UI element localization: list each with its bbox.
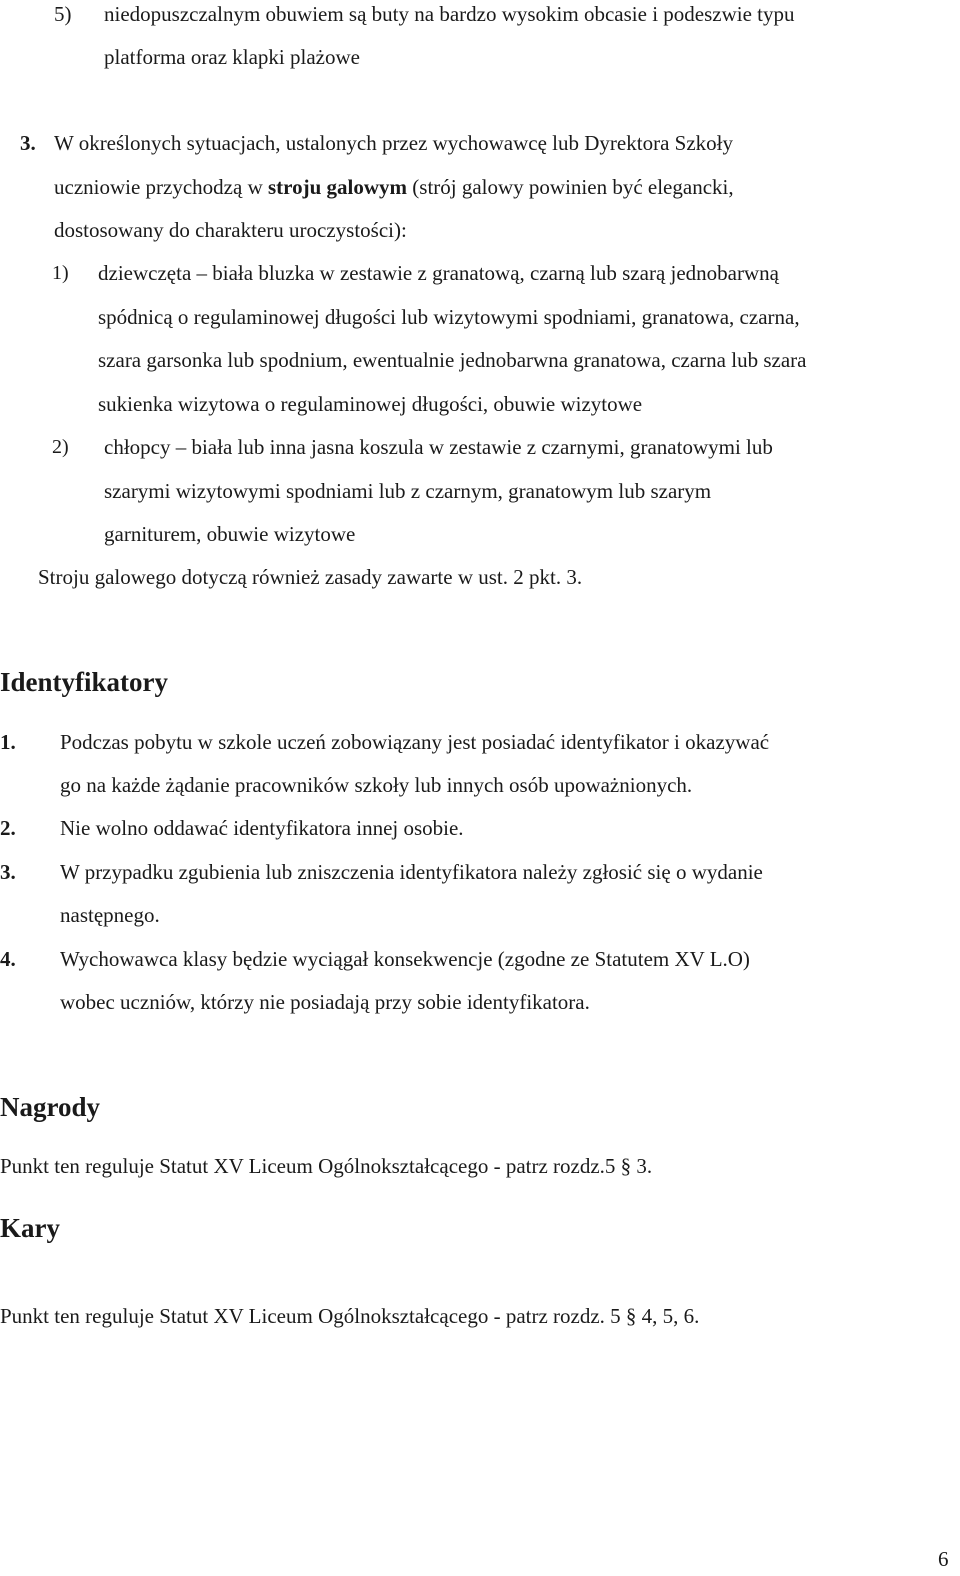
text-segment: (strój galowy powinien być elegancki, [407,175,734,199]
list-number: 1) [52,262,69,284]
section-heading: Kary [0,1213,60,1243]
paragraph-line: garniturem, obuwie wizytowe [104,522,356,546]
paragraph-line: Nie wolno oddawać identyfikatora innej osobie. [60,816,464,840]
list-number: 1. [0,730,16,754]
paragraph-line: sukienka wizytowa o regulaminowej długości, obuwie wizytowe [98,392,643,416]
paragraph-line [54,133,950,154]
paragraph-line: chłopcy – biała lub inna jasna koszula w zestawie z czarnymi, granatowymi lub [104,435,773,459]
paragraph-line: dostosowany do charakteru uroczystości): [54,218,407,242]
paragraph-line: Podczas pobytu w szkole uczeń zobowiązany jest posiadać identyfikator i okazywać [60,730,770,754]
paragraph-line: go na każde żądanie pracowników szkoły lub innych osób upoważnionych. [60,773,693,797]
paragraph-line: W przypadku zgubienia lub zniszczenia identyfikatora należy zgłosić się o wydanie [60,860,763,884]
section-heading: Identyfikatory [0,667,168,697]
text-segment: W określonych sytuacjach, ustalonych przez wychowawcę lub Dyrektora Szkoły [54,131,733,155]
paragraph-line: platforma oraz klapki plażowe [104,45,360,69]
list-number: 5) [54,2,72,26]
text-segment: uczniowie przychodzą w [54,175,268,199]
list-number: 4. [0,947,16,971]
paragraph-line: spódnicą o regulaminowej długości lub wizytowymi spodniami, granatowa, czarna, [98,305,800,329]
paragraph-line: Stroju galowego dotyczą również zasady zawarte w ust. 2 pkt. 3. [38,565,583,589]
paragraph-line: wobec uczniów, którzy nie posiadają przy sobie identyfikatora. [60,990,590,1014]
paragraph-line: Punkt ten reguluje Statut XV Liceum Ogólnokształcącego - patrz rozdz.5 § 3. [0,1154,653,1178]
page-number: 6 [938,1547,949,1571]
paragraph-line: następnego. [60,903,160,927]
list-number: 3. [0,860,16,884]
list-number: 3. [20,131,36,155]
bold-term: stroju galowym [268,175,408,199]
paragraph-line [54,177,734,198]
paragraph-line: niedopuszczalnym obuwiem są buty na bardzo wysokim obcasie i podeszwie typu [104,2,795,26]
paragraph-line: Wychowawca klasy będzie wyciągał konsekwencje (zgodne ze Statutem XV L.O) [60,947,750,971]
section-heading: Nagrody [0,1092,101,1122]
paragraph-line: dziewczęta – biała bluzka w zestawie z granatową, czarną lub szarą jednobarwną [98,261,779,285]
paragraph-line: Punkt ten reguluje Statut XV Liceum Ogólnokształcącego - patrz rozdz. 5 § 4, 5, 6. [0,1304,700,1328]
list-number: 2. [0,816,16,840]
paragraph-line: szarymi wizytowymi spodniami lub z czarnym, granatowym lub szarym [104,479,712,503]
list-number: 2) [52,436,69,458]
paragraph-line: szara garsonka lub spodnium, ewentualnie jednobarwna granatowa, czarna lub szara [98,348,807,372]
